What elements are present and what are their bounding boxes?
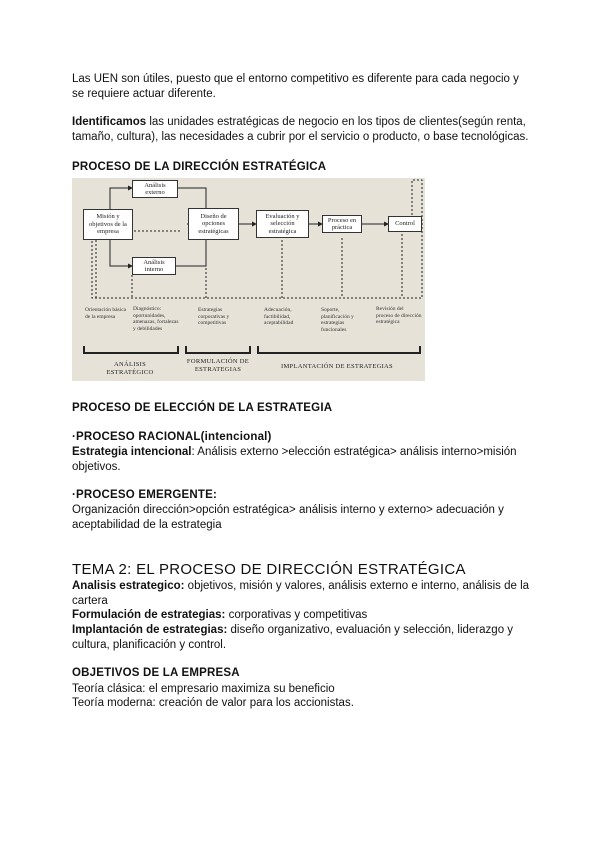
emergente-text: Organización dirección>opción estratégica> análisis interno y externo> adecuación y aceptabilidad de la estrategia — [72, 504, 504, 531]
objetivos-moderna: Teoría moderna: creación de valor para los accionistas. — [72, 697, 354, 709]
objetivos-title: OBJETIVOS DE LA EMPRESA — [72, 667, 240, 679]
tema2-implantacion-rest: diseño organizativo, evaluación y selección, liderazgo y cultura, planificación y control. — [72, 624, 514, 651]
racional-title: ·PROCESO RACIONAL(intencional) — [72, 431, 272, 443]
box-evaluacion: Evaluación y selección estratégica — [256, 210, 309, 238]
tema2-formulacion — [72, 608, 532, 623]
box-mision: Misión y objetivos de la empresa — [83, 209, 133, 240]
note-soporte: Soporte, planificación y estrategias funcionales — [321, 307, 354, 333]
racional-text — [72, 445, 532, 475]
box-analisis-externo: Análisis externo — [132, 180, 178, 198]
identificamos-rest: las unidades estratégicas de negocio en los tipos de clientes(según renta, tamaño, cultura), las necesidades a cubrir por el servicio o producto, o base tecnológicas. — [72, 116, 529, 143]
phase-implantacion: IMPLANTACIÓN DE ESTRATEGIAS — [281, 363, 393, 370]
heading-proceso-direccion: PROCESO DE LA DIRECCIÓN ESTRATÉGICA — [72, 161, 327, 173]
tema2-analisis-lead: Analisis estrategico: — [72, 580, 185, 592]
note-orientacion: Orientación básica de la empresa — [85, 307, 127, 320]
tema2-title: TEMA 2: EL PROCESO DE DIRECCIÓN ESTRATÉGICA — [72, 561, 466, 578]
paragraph-uen: Las UEN son útiles, puesto que el entorno competitivo es diferente para cada negocio y se requiere actuar diferente. — [72, 73, 519, 100]
note-revision: Revisión del proceso de dirección estratégica — [376, 306, 422, 326]
phase-analisis: ANÁLISIS ESTRATÉGICO — [106, 361, 154, 376]
heading-eleccion: PROCESO DE ELECCIÓN DE LA ESTRATEGIA — [72, 402, 333, 414]
phase-formulacion: FORMULACIÓN DE ESTRATEGIAS — [186, 358, 250, 373]
box-diseno: Diseño de opciones estratégicas — [188, 208, 239, 240]
racional-lead: Estrategia intencional — [72, 446, 192, 458]
objetivos-clasica: Teoría clásica: el empresario maximiza su beneficio — [72, 683, 335, 695]
tema2-analisis — [72, 579, 532, 609]
racional-rest: : Análisis externo >elección estratégica> análisis interno>misión objetivos. — [72, 446, 517, 473]
note-adecuacion: Adecuación, factibilidad, aceptabilidad — [264, 307, 294, 327]
tema2-implantacion-lead: Implantación de estrategias: — [72, 624, 228, 636]
box-analisis-interno: Análisis interno — [132, 257, 176, 275]
identificamos-lead: Identificamos — [72, 116, 147, 128]
tema2-analisis-rest: objetivos, misión y valores, análisis externo e interno, análisis de la cartera — [72, 580, 530, 607]
emergente-title: ·PROCESO EMERGENTE: — [72, 489, 218, 501]
tema2-formulacion-lead: Formulación de estrategias: — [72, 609, 226, 621]
note-estrategias: Estrategias corporativas y competitivas — [198, 307, 230, 327]
paragraph-identificamos — [72, 115, 532, 145]
strategic-process-diagram — [72, 178, 425, 381]
box-proceso-practica: Proceso en práctica — [322, 215, 362, 233]
note-diagnostico: Diagnóstico: oportunidades, amenazas, fortalezas y debilidades — [133, 306, 179, 332]
box-control: Control — [388, 216, 422, 232]
tema2-implantacion — [72, 623, 532, 653]
tema2-formulacion-rest: corporativas y competitivas — [225, 609, 368, 621]
